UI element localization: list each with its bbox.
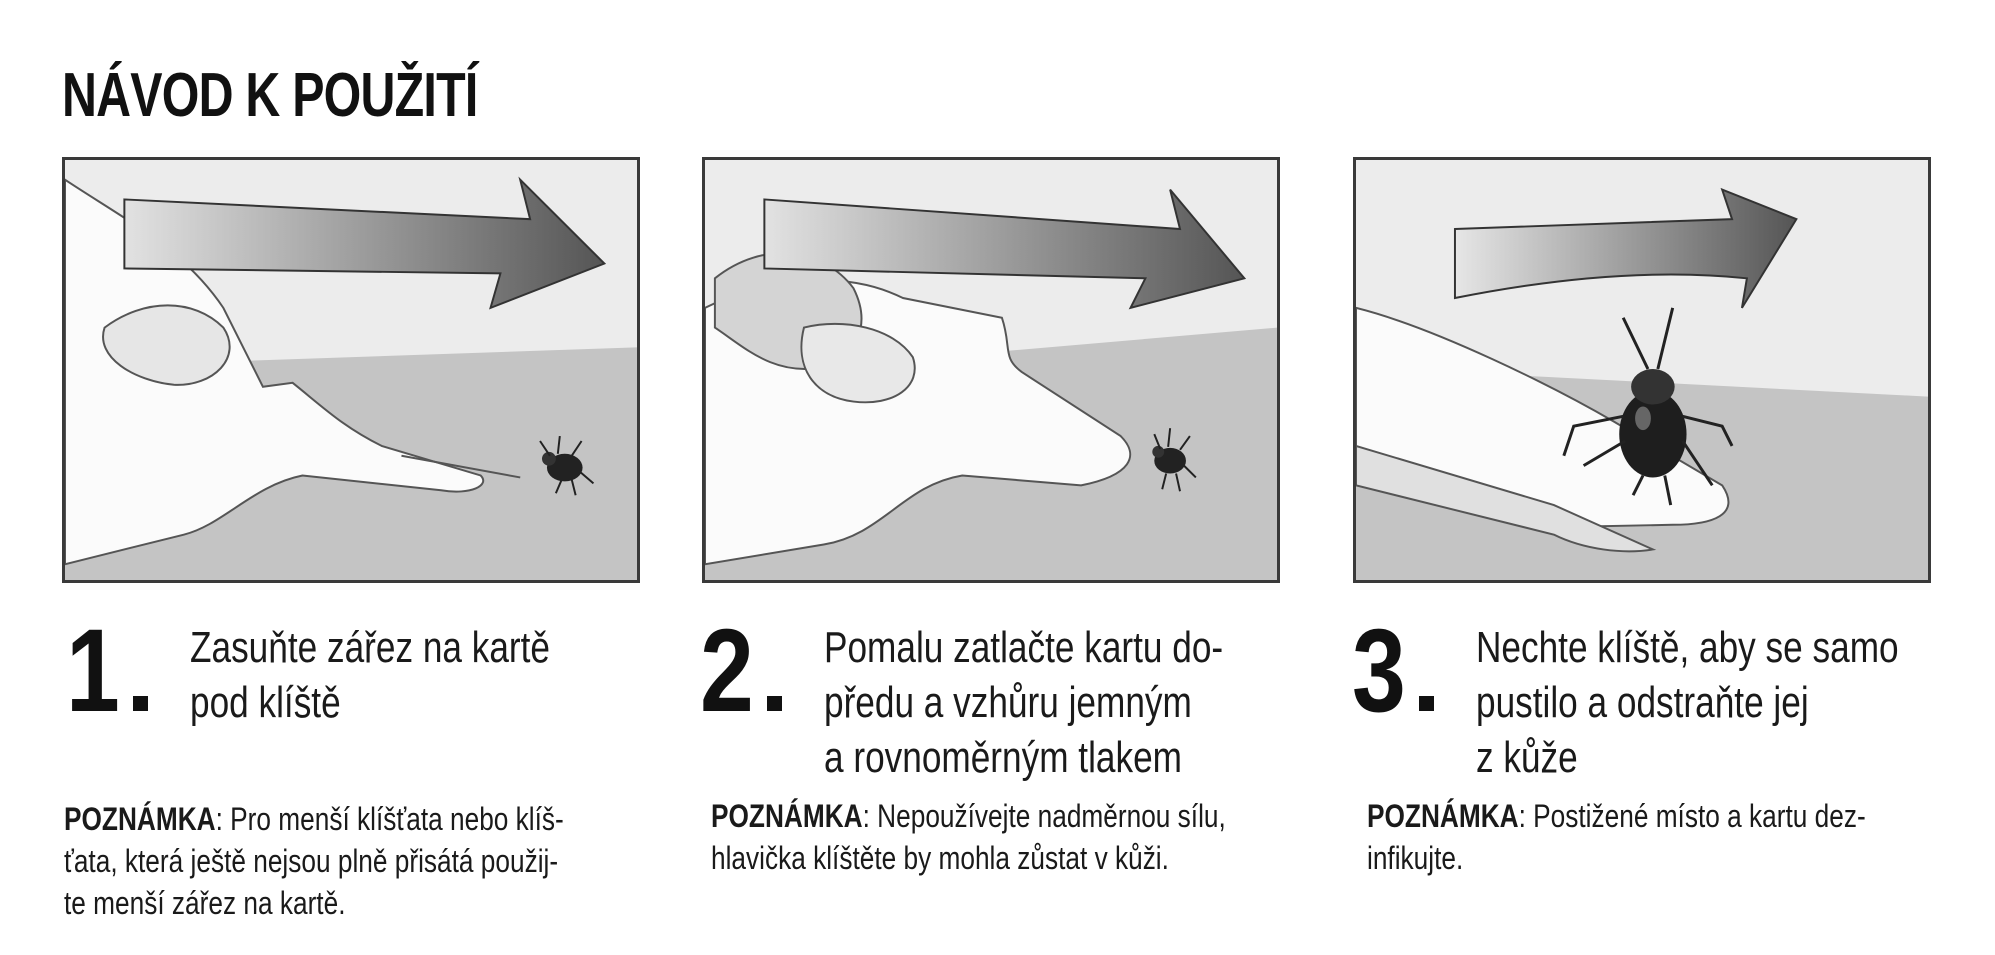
step-number: 2: [700, 605, 754, 737]
step-instruction: Zasuňte zářez na kartě pod klíště: [190, 623, 551, 727]
step-instruction: Pomalu zatlačte kartu do- předu a vzhůru jemným a rovnoměrným tlakem: [824, 623, 1224, 782]
step-1: [66, 605, 666, 802]
illustration-step-2: [702, 157, 1280, 583]
step-number-dot: [133, 696, 148, 711]
note-label: POZNÁMKA: [64, 801, 216, 837]
step-number-dot: [767, 696, 782, 711]
step-2: [700, 605, 1300, 802]
step-3-note: POZNÁMKA: Postižené místo a kartu dez- infikujte.: [1367, 798, 1866, 876]
step-number-dot: [1419, 696, 1434, 711]
illustration-step-3: [1353, 157, 1931, 583]
step-3: [1352, 605, 1952, 802]
page-title: NÁVOD K POUŽITÍ: [62, 61, 478, 130]
note-label: POZNÁMKA: [711, 798, 863, 834]
note-label: POZNÁMKA: [1367, 798, 1519, 834]
step-1-note: POZNÁMKA: Pro menší klíšťata nebo klíš- ťata, která ještě nejsou plně přisátá použij- te menší zářez na kartě.: [64, 801, 564, 921]
step-number: 1: [66, 605, 120, 737]
step-2-note: POZNÁMKA: Nepoužívejte nadměrnou sílu, hlavička klíštěte by mohla zůstat v kůži.: [711, 798, 1226, 876]
illustration-step-1: [62, 157, 640, 583]
step-instruction: Nechte klíště, aby se samo pustilo a odstraňte jej z kůže: [1476, 623, 1899, 782]
step-number: 3: [1352, 605, 1406, 737]
